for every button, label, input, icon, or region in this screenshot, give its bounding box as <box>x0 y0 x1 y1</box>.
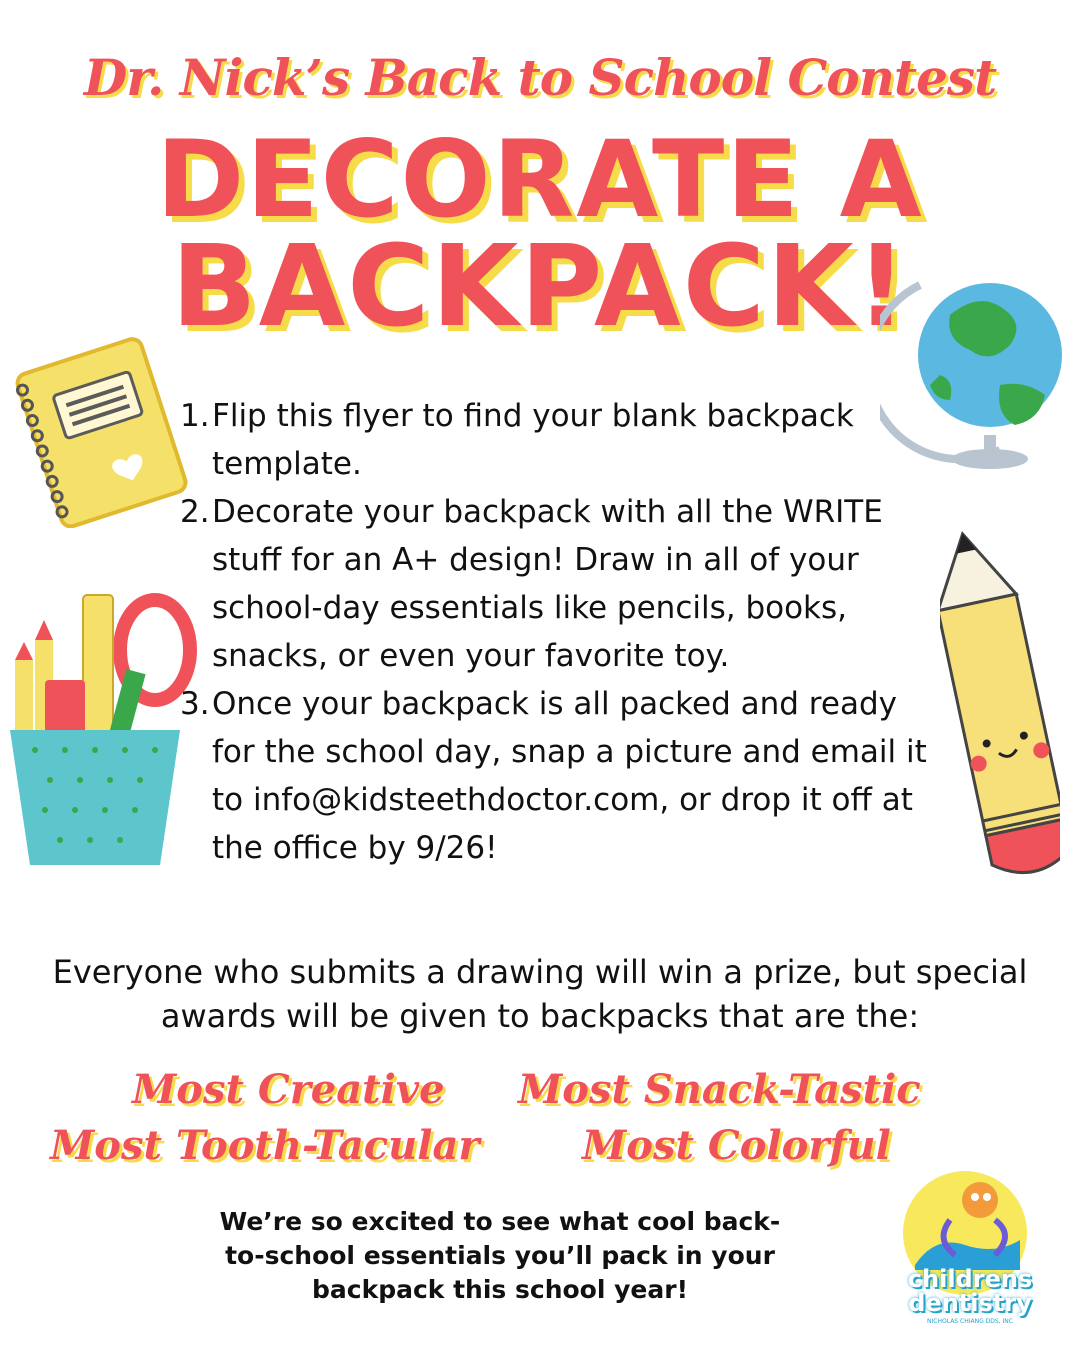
award-most-creative: Most Creative <box>132 1066 445 1113</box>
award-most-colorful: Most Colorful <box>582 1122 891 1169</box>
logo-line-1: childrens <box>907 1265 1033 1293</box>
headline-line-2: BACKPACK! <box>171 222 909 352</box>
step-text: Once your backpack is all packed and ready for the school day, snap a picture and email it to info@kidsteethdoctor.com, or drop it off at the office by 9/26! <box>212 686 927 866</box>
childrens-dentistry-logo <box>895 1165 1045 1335</box>
contest-subtitle: Dr. Nick’s Back to School Contest <box>83 48 997 107</box>
headline-line-1: DECORATE A <box>156 118 924 241</box>
step-item <box>180 392 940 488</box>
prize-description: Everyone who submits a drawing will win a prize, but special awards will be given to backpacks that are the: <box>52 953 1028 1035</box>
award-most-snack-tastic: Most Snack-Tastic <box>518 1066 921 1113</box>
step-text: Decorate your backpack with all the WRITE stuff for an A+ design! Draw in all of your school-day essentials like pencils, books, snacks, or even your favorite toy. <box>212 494 883 674</box>
step-item <box>180 680 940 872</box>
step-number: 1. <box>180 398 210 434</box>
step-number: 3. <box>180 686 210 722</box>
logo-small-text: NICHOLAS CHIANG DDS, INC <box>927 1318 1013 1325</box>
step-number: 2. <box>180 494 210 530</box>
step-item <box>180 488 940 680</box>
pencil-icon <box>940 520 1060 900</box>
award-most-tooth-tacular: Most Tooth-Tacular <box>50 1122 480 1169</box>
logo-line-2: dentistry <box>908 1289 1032 1317</box>
notebook-icon <box>0 328 200 528</box>
step-text: Flip this flyer to find your blank backpack template. <box>212 398 854 482</box>
closing-message: We’re so excited to see what cool back-to-school essentials you’ll pack in your backpack this school year! <box>219 1207 781 1304</box>
pencil-cup-icon <box>5 580 205 870</box>
instructions-list <box>180 392 940 872</box>
